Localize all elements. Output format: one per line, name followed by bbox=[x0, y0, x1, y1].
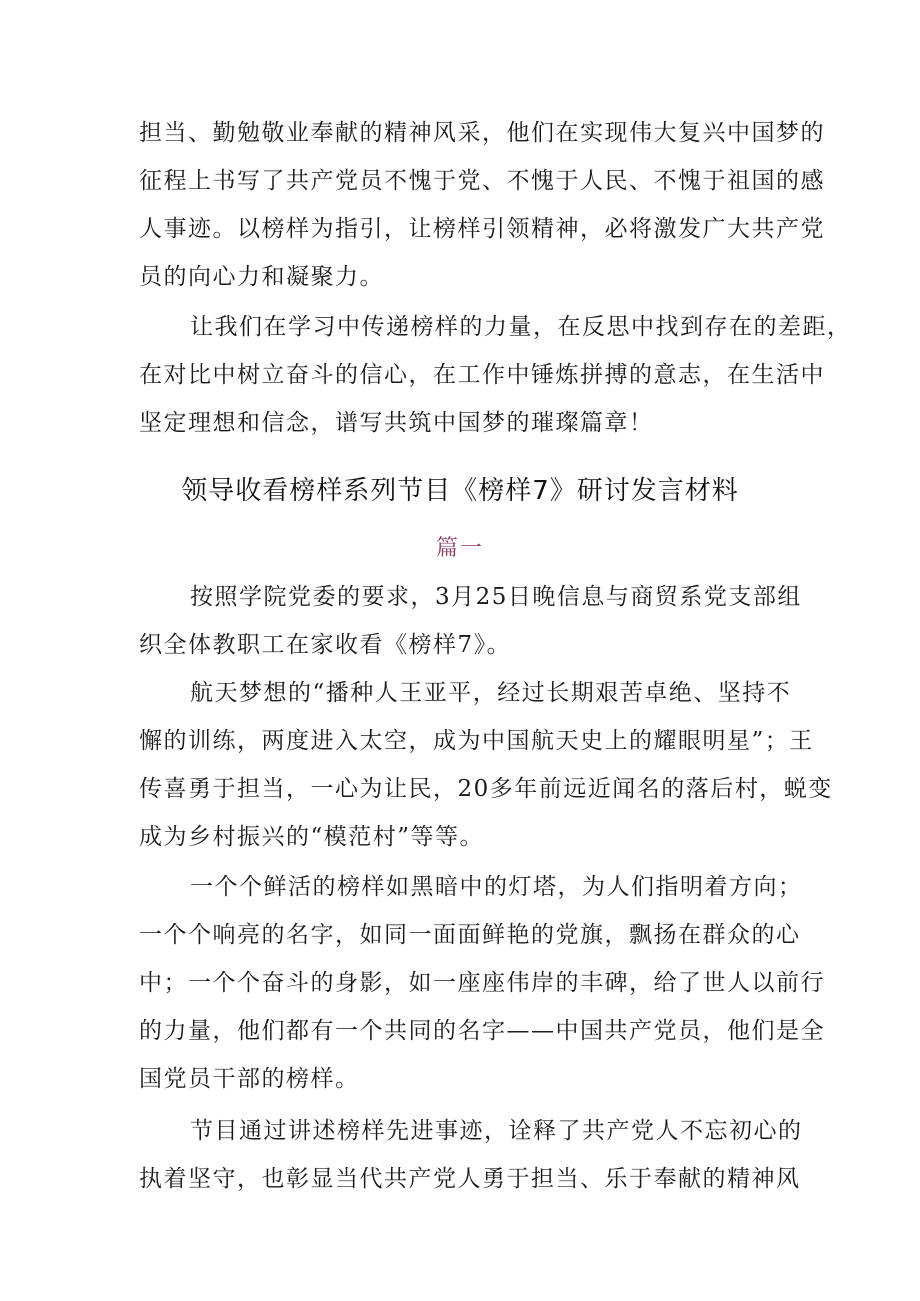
paragraph-line: 节目通过讲述榜样先进事迹，诠释了共产党人不忘初心的 bbox=[190, 1118, 803, 1144]
paragraph-line: 一个个响亮的名字，如同一面面鲜艳的党旗，飘扬在群众的心 bbox=[139, 922, 801, 948]
paragraph-line: 传喜勇于担当，一心为让民，20多年前远近闻名的落后村，蜕变 bbox=[139, 776, 833, 802]
paragraph-line: 征程上书写了共产党员不愧于党、不愧于人民、不愧于祖国的感 bbox=[139, 168, 825, 194]
paragraph-line: 懈的训练，两度进入太空，成为中国航天史上的耀眼明星”；王 bbox=[139, 728, 814, 754]
paragraph-line: 一个个鲜活的榜样如黑暗中的灯塔，为人们指明着方向； bbox=[190, 874, 803, 900]
paragraph-line: 织全体教职工在家收看《榜样7》。 bbox=[139, 632, 512, 658]
paragraph-line: 成为乡村振兴的“模范村”等等。 bbox=[139, 824, 485, 850]
paragraph-line: 人事迹。以榜样为指引，让榜样引领精神，必将激发广大共产党 bbox=[139, 216, 825, 242]
paragraph-line: 国党员干部的榜样。 bbox=[139, 1066, 360, 1092]
paragraph-line: 让我们在学习中传递榜样的力量，在反思中找到存在的差距， bbox=[190, 314, 852, 340]
paragraph-line: 在对比中树立奋斗的信心，在工作中锤炼拼搏的意志，在生活中 bbox=[139, 362, 825, 388]
paragraph-line: 按照学院党委的要求，3月25日晚信息与商贸系党支部组 bbox=[190, 584, 802, 610]
section-title: 领导收看榜样系列节目《榜样7》研讨发言材料 bbox=[181, 476, 739, 506]
paragraph-line: 中；一个个奋斗的身影，如一座座伟岸的丰碑，给了世人以前行 bbox=[139, 970, 825, 996]
section-subtitle: 篇一 bbox=[435, 536, 484, 561]
paragraph-line: 员的向心力和凝聚力。 bbox=[139, 264, 384, 290]
paragraph-line: 坚定理想和信念，谱写共筑中国梦的璀璨篇章！ bbox=[139, 410, 654, 436]
paragraph-line: 航天梦想的“播种人王亚平，经过长期艰苦卓绝、坚持不 bbox=[190, 680, 792, 706]
paragraph-line: 执着坚守，也彰显当代共产党人勇于担当、乐于奉献的精神风 bbox=[139, 1166, 801, 1192]
paragraph-line: 的力量，他们都有一个共同的名字——中国共产党员，他们是全 bbox=[139, 1018, 825, 1044]
paragraph-line: 担当、勤勉敬业奉献的精神风采，他们在实现伟大复兴中国梦的 bbox=[139, 120, 825, 146]
